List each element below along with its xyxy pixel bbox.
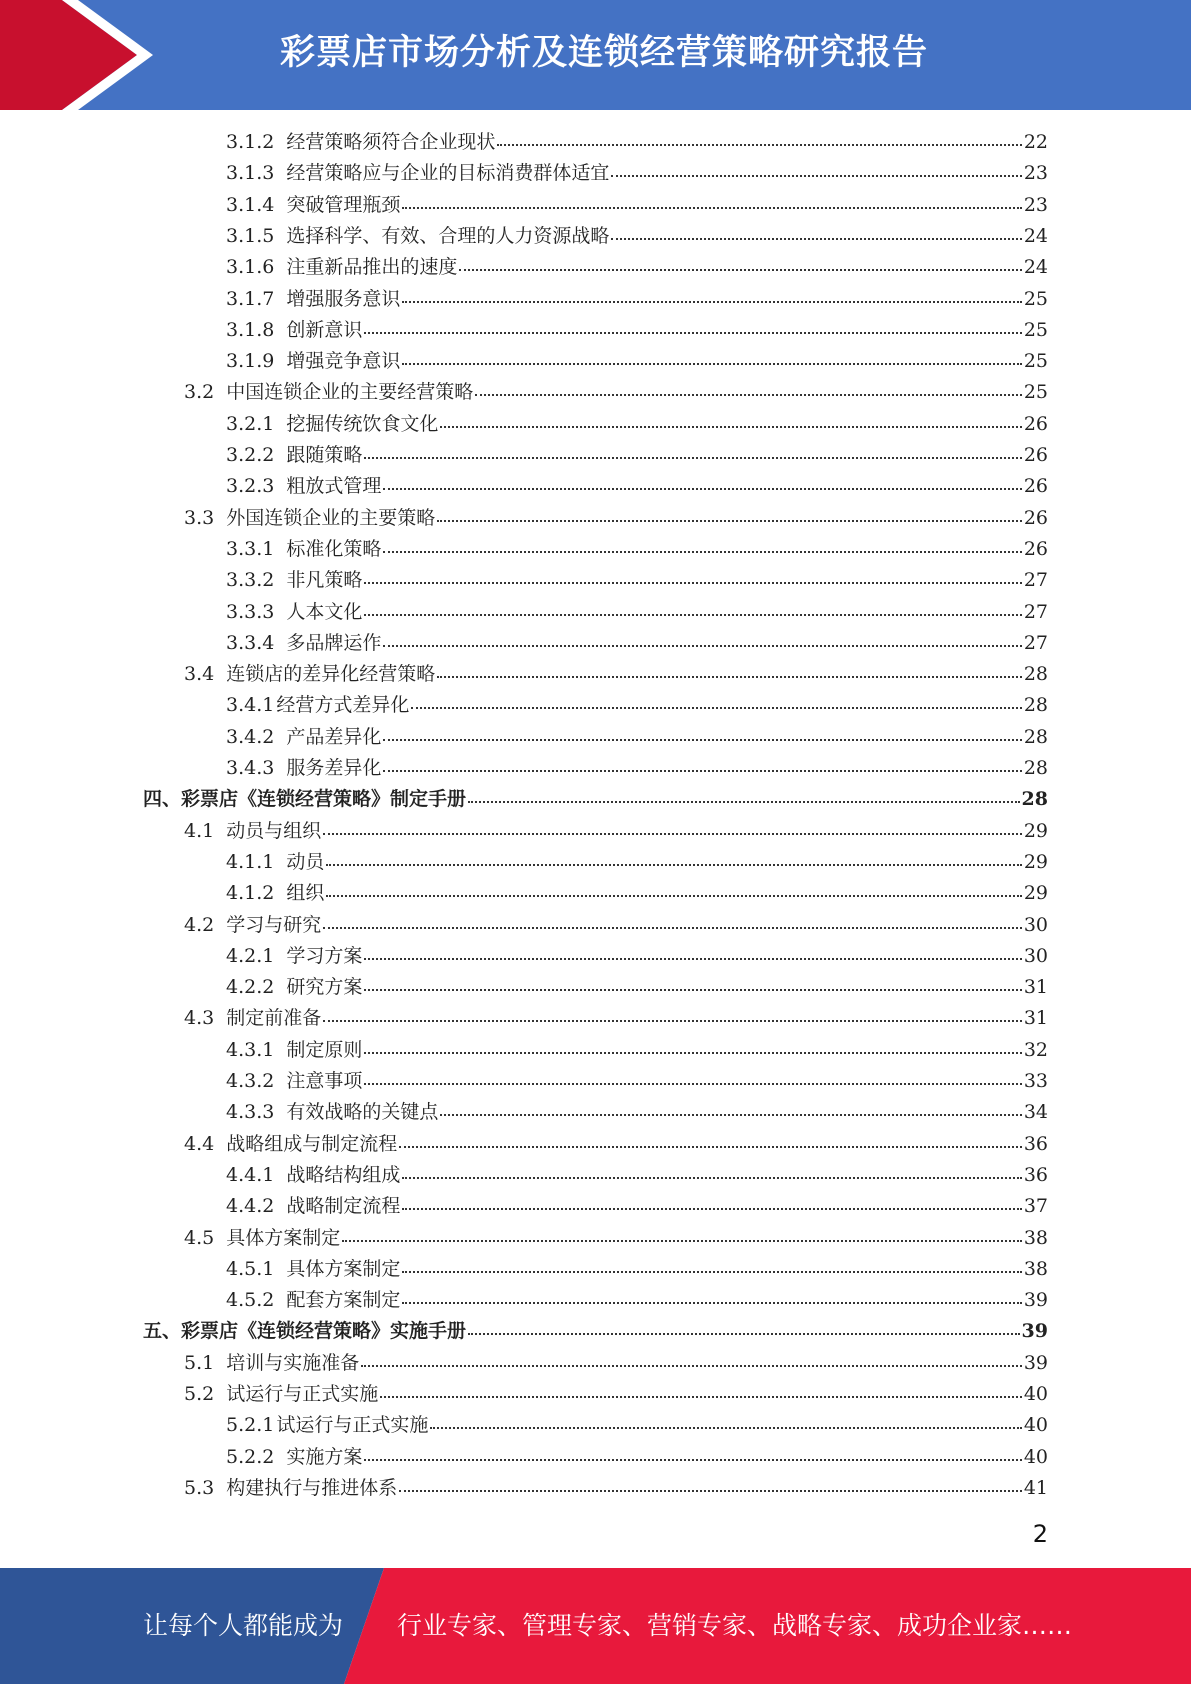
toc-entry-page: 38 bbox=[1023, 1226, 1048, 1249]
toc-entry[interactable] bbox=[226, 284, 1048, 315]
toc-entry[interactable] bbox=[226, 1066, 1048, 1097]
toc-entry-number: 5.2.1 bbox=[226, 1414, 275, 1437]
toc-entry-title: 中国连锁企业的主要经营策略 bbox=[226, 381, 474, 404]
toc-entry[interactable] bbox=[226, 878, 1048, 909]
toc-dot-leader bbox=[402, 1190, 1021, 1210]
toc-dot-leader bbox=[402, 189, 1021, 209]
toc-entry-title: 试运行与正式实施 bbox=[276, 1414, 429, 1437]
toc-entry-page: 32 bbox=[1023, 1038, 1048, 1061]
toc-entry-page: 25 bbox=[1023, 381, 1048, 404]
toc-dot-leader bbox=[402, 345, 1021, 365]
toc-entry-number: 4.4.2 bbox=[226, 1195, 275, 1218]
toc-entry[interactable] bbox=[184, 1129, 1048, 1160]
toc-entry-number: 3.2.1 bbox=[226, 412, 275, 435]
toc-entry-page: 30 bbox=[1023, 944, 1048, 967]
toc-dot-leader bbox=[383, 721, 1021, 741]
toc-dot-leader bbox=[380, 1378, 1022, 1398]
toc-entry-title: 构建执行与推进体系 bbox=[226, 1476, 398, 1499]
toc-dot-leader bbox=[342, 1222, 1022, 1242]
toc-dot-leader bbox=[402, 1284, 1021, 1304]
toc-dot-leader bbox=[364, 1065, 1021, 1085]
toc-entry[interactable] bbox=[226, 972, 1048, 1003]
toc-entry[interactable] bbox=[226, 252, 1048, 283]
toc-dot-leader bbox=[364, 439, 1021, 459]
toc-entry-title: 经营方式差异化 bbox=[276, 694, 410, 717]
toc-entry-number: 5.2.2 bbox=[226, 1445, 275, 1468]
toc-entry[interactable] bbox=[226, 534, 1048, 565]
toc-dot-leader bbox=[411, 689, 1021, 709]
toc-entry-title: 非凡策略 bbox=[286, 569, 363, 592]
toc-entry-page: 41 bbox=[1023, 1476, 1048, 1499]
toc-entry-number: 4.3.1 bbox=[226, 1038, 275, 1061]
toc-dot-leader bbox=[402, 283, 1021, 303]
toc-dot-leader bbox=[468, 783, 1020, 803]
toc-entry-number: 4.2.2 bbox=[226, 976, 275, 999]
toc-entry-page: 29 bbox=[1023, 882, 1048, 905]
toc-dot-leader bbox=[402, 1159, 1021, 1179]
header-chevron-icon bbox=[0, 0, 160, 110]
report-title: 彩票店市场分析及连锁经营策略研究报告 bbox=[280, 33, 929, 73]
toc-dot-leader bbox=[364, 1441, 1021, 1461]
toc-entry-number: 5.2 bbox=[184, 1383, 215, 1405]
toc-entry-number: 3.1.4 bbox=[226, 193, 275, 216]
toc-entry[interactable] bbox=[184, 659, 1048, 690]
toc-dot-leader bbox=[440, 1096, 1021, 1116]
toc-entry[interactable] bbox=[226, 753, 1048, 784]
toc-entry-title: 经营策略须符合企业现状 bbox=[286, 131, 496, 153]
toc-entry-page: 28 bbox=[1023, 725, 1048, 748]
toc-entry-page: 29 bbox=[1023, 850, 1048, 873]
toc-dot-leader bbox=[364, 314, 1021, 334]
toc-entry-page: 33 bbox=[1023, 1070, 1048, 1092]
toc-entry-title: 注意事项 bbox=[286, 1070, 363, 1092]
toc-entry-title: 具体方案制定 bbox=[286, 1257, 401, 1280]
toc-entry[interactable] bbox=[184, 1223, 1048, 1254]
toc-entry[interactable] bbox=[226, 847, 1048, 878]
toc-entry-title: 动员 bbox=[286, 850, 325, 873]
toc-entry-page: 36 bbox=[1023, 1132, 1048, 1155]
toc-entry-title: 五、彩票店《连锁经营策略》实施手册 bbox=[143, 1320, 467, 1343]
toc-entry-title: 培训与实施准备 bbox=[226, 1351, 360, 1374]
toc-dot-leader bbox=[361, 1347, 1022, 1367]
toc-entry-number: 3.1.5 bbox=[226, 224, 275, 247]
toc-entry[interactable] bbox=[226, 1442, 1048, 1473]
toc-entry-number: 3.1.8 bbox=[226, 318, 275, 341]
toc-entry-number: 3.3.2 bbox=[226, 569, 275, 592]
toc-entry-number: 3.4.1 bbox=[226, 694, 275, 717]
toc-entry[interactable] bbox=[226, 127, 1048, 158]
toc-entry-number: 3.3.3 bbox=[226, 600, 275, 623]
toc-entry-page: 27 bbox=[1023, 600, 1048, 623]
toc-entry-title: 战略结构组成 bbox=[286, 1163, 401, 1186]
toc-entry-title: 突破管理瓶颈 bbox=[286, 193, 401, 216]
toc-entry[interactable] bbox=[226, 941, 1048, 972]
toc-entry-page: 24 bbox=[1023, 224, 1048, 247]
toc-entry-number: 3.3 bbox=[184, 506, 215, 529]
toc-entry-title: 注重新品推出的速度 bbox=[286, 256, 458, 279]
toc-entry[interactable] bbox=[184, 377, 1048, 408]
toc-entry[interactable] bbox=[226, 315, 1048, 346]
toc-dot-leader bbox=[383, 627, 1021, 647]
toc-entry[interactable] bbox=[226, 346, 1048, 377]
toc-entry-number: 3.1.3 bbox=[226, 162, 275, 185]
toc-entry-title: 四、彩票店《连锁经营策略》制定手册 bbox=[143, 788, 467, 811]
toc-entry-page: 39 bbox=[1023, 1351, 1048, 1374]
toc-entry-page: 22 bbox=[1023, 131, 1048, 153]
toc-entry-page: 26 bbox=[1023, 475, 1048, 498]
toc-entry-title: 粗放式管理 bbox=[286, 475, 382, 498]
toc-entry-page: 30 bbox=[1023, 913, 1048, 936]
toc-dot-leader bbox=[437, 502, 1022, 522]
toc-entry-number: 3.4.3 bbox=[226, 757, 275, 779]
toc-dot-leader bbox=[383, 533, 1021, 553]
toc-entry-title: 外国连锁企业的主要策略 bbox=[226, 506, 436, 529]
toc-entry-title: 制定前准备 bbox=[226, 1007, 322, 1030]
toc-entry-title: 配套方案制定 bbox=[286, 1289, 401, 1312]
toc-entry-page: 28 bbox=[1023, 757, 1048, 779]
toc-entry-title: 学习方案 bbox=[286, 944, 363, 967]
toc-entry-title: 增强服务意识 bbox=[286, 287, 401, 310]
toc-dot-leader bbox=[383, 470, 1021, 490]
toc-entry-page: 23 bbox=[1023, 193, 1048, 216]
toc-entry-number: 4.3.2 bbox=[226, 1070, 275, 1092]
toc-entry-page: 26 bbox=[1023, 506, 1048, 529]
toc-entry[interactable] bbox=[226, 722, 1048, 753]
toc-entry-title: 跟随策略 bbox=[286, 444, 363, 466]
toc-entry-title: 动员与组织 bbox=[226, 819, 322, 842]
toc-entry[interactable] bbox=[184, 1473, 1048, 1504]
toc-entry-number: 3.1.7 bbox=[226, 287, 275, 310]
toc-entry[interactable] bbox=[226, 158, 1048, 189]
toc-entry-number: 3.3.4 bbox=[226, 631, 275, 654]
toc-entry-number: 3.1.6 bbox=[226, 256, 275, 279]
toc-dot-leader bbox=[364, 1034, 1021, 1054]
toc-dot-leader bbox=[323, 815, 1022, 835]
toc-entry-title: 有效战略的关键点 bbox=[286, 1101, 439, 1124]
toc-entry-page: 27 bbox=[1023, 569, 1048, 592]
toc-entry-number: 4.3 bbox=[184, 1007, 215, 1030]
toc-entry-title: 制定原则 bbox=[286, 1038, 363, 1061]
toc-dot-leader bbox=[497, 126, 1021, 146]
toc-entry[interactable] bbox=[143, 784, 1048, 815]
toc-entry[interactable] bbox=[226, 690, 1048, 721]
toc-entry-number: 3.2.3 bbox=[226, 475, 275, 498]
toc-entry-title: 学习与研究 bbox=[226, 913, 322, 936]
toc-entry-title: 产品差异化 bbox=[286, 725, 382, 748]
toc-dot-leader bbox=[364, 564, 1021, 584]
toc-entry[interactable] bbox=[184, 816, 1048, 847]
toc-entry-number: 3.1.2 bbox=[226, 131, 275, 153]
toc-entry-title: 标准化策略 bbox=[286, 537, 382, 560]
toc-entry-number: 4.4.1 bbox=[226, 1163, 275, 1186]
toc-entry[interactable] bbox=[226, 221, 1048, 252]
toc-entry-number: 4.2.1 bbox=[226, 944, 275, 967]
toc-entry-page: 37 bbox=[1023, 1195, 1048, 1218]
toc-entry-page: 29 bbox=[1023, 819, 1048, 842]
toc-entry-title: 战略组成与制定流程 bbox=[226, 1132, 398, 1155]
toc-entry[interactable] bbox=[226, 628, 1048, 659]
toc-entry[interactable] bbox=[226, 1035, 1048, 1066]
toc-entry-title: 人本文化 bbox=[286, 600, 363, 623]
toc-entry[interactable] bbox=[226, 1160, 1048, 1191]
toc-entry-page: 26 bbox=[1023, 444, 1048, 466]
toc-entry[interactable] bbox=[226, 1254, 1048, 1285]
toc-entry-title: 具体方案制定 bbox=[226, 1226, 341, 1249]
toc-entry-page: 31 bbox=[1023, 1007, 1048, 1030]
toc-dot-leader bbox=[468, 1315, 1020, 1335]
toc-entry-title: 挖掘传统饮食文化 bbox=[286, 412, 439, 435]
toc-entry[interactable] bbox=[226, 1410, 1048, 1441]
toc-entry[interactable] bbox=[226, 440, 1048, 471]
toc-dot-leader bbox=[459, 251, 1021, 271]
toc-entry-title: 创新意识 bbox=[286, 318, 363, 341]
toc-entry-title: 组织 bbox=[286, 882, 325, 905]
toc-dot-leader bbox=[430, 1409, 1021, 1429]
toc-dot-leader bbox=[399, 1472, 1022, 1492]
toc-entry-number: 3.4 bbox=[184, 663, 215, 686]
toc-entry[interactable] bbox=[226, 471, 1048, 502]
toc-entry[interactable] bbox=[184, 1003, 1048, 1034]
toc-entry-page: 26 bbox=[1023, 537, 1048, 560]
toc-entry-title: 多品牌运作 bbox=[286, 631, 382, 654]
toc-entry-number: 3.1.9 bbox=[226, 350, 275, 373]
toc-entry[interactable] bbox=[226, 409, 1048, 440]
toc-entry-number: 3.3.1 bbox=[226, 537, 275, 560]
toc-entry-number: 4.1 bbox=[184, 819, 215, 842]
toc-dot-leader bbox=[323, 1002, 1022, 1022]
toc-entry-page: 31 bbox=[1023, 976, 1048, 999]
toc-entry[interactable] bbox=[184, 503, 1048, 534]
toc-entry[interactable] bbox=[226, 1097, 1048, 1128]
toc-entry-page: 25 bbox=[1023, 287, 1048, 310]
toc-dot-leader bbox=[364, 940, 1021, 960]
header-bar bbox=[0, 0, 1191, 110]
toc-entry-number: 3.4.2 bbox=[226, 725, 275, 748]
toc-entry-page: 28 bbox=[1023, 694, 1048, 717]
toc-dot-leader bbox=[611, 157, 1021, 177]
toc-dot-leader bbox=[364, 596, 1021, 616]
toc-entry-page: 25 bbox=[1023, 350, 1048, 373]
toc-dot-leader bbox=[437, 658, 1022, 678]
toc-entry-title: 研究方案 bbox=[286, 976, 363, 999]
toc-entry-number: 4.1.1 bbox=[226, 850, 275, 873]
toc-entry-number: 5.1 bbox=[184, 1351, 215, 1374]
toc-entry-page: 38 bbox=[1023, 1257, 1048, 1280]
toc-entry[interactable] bbox=[143, 1316, 1048, 1347]
toc-entry[interactable] bbox=[184, 910, 1048, 941]
toc-entry-number: 4.5.2 bbox=[226, 1289, 275, 1312]
toc-entry-number: 3.2 bbox=[184, 381, 215, 404]
toc-dot-leader bbox=[326, 877, 1021, 897]
footer-banner bbox=[0, 1568, 1191, 1684]
toc-entry-page: 27 bbox=[1023, 631, 1048, 654]
toc-entry[interactable] bbox=[226, 1285, 1048, 1316]
toc-entry-page: 40 bbox=[1023, 1414, 1048, 1437]
toc-entry-title: 经营策略应与企业的目标消费群体适宜 bbox=[286, 162, 610, 185]
toc-entry-page: 25 bbox=[1023, 318, 1048, 341]
toc-entry-number: 4.4 bbox=[184, 1132, 215, 1155]
toc-entry-title: 服务差异化 bbox=[286, 757, 382, 779]
toc-entry-number: 4.5 bbox=[184, 1226, 215, 1249]
toc-entry-page: 39 bbox=[1023, 1289, 1048, 1312]
toc-entry-number: 4.3.3 bbox=[226, 1101, 275, 1124]
toc-entry-number: 3.2.2 bbox=[226, 444, 275, 466]
toc-entry-title: 试运行与正式实施 bbox=[226, 1383, 379, 1405]
toc-entry-page: 36 bbox=[1023, 1163, 1048, 1186]
footer-slogan-right: 行业专家、管理专家、营销专家、战略专家、成功企业家…… bbox=[397, 1611, 1073, 1640]
toc-entry[interactable] bbox=[226, 1191, 1048, 1222]
page-number: 2 bbox=[1032, 1520, 1048, 1548]
toc-entry[interactable] bbox=[226, 190, 1048, 221]
toc-entry-page: 28 bbox=[1021, 788, 1048, 811]
toc-entry[interactable] bbox=[184, 1348, 1048, 1379]
toc-entry-number: 5.3 bbox=[184, 1476, 215, 1499]
toc-dot-leader bbox=[364, 971, 1021, 991]
toc-entry-title: 战略制定流程 bbox=[286, 1195, 401, 1218]
toc-entry-number: 4.5.1 bbox=[226, 1257, 275, 1280]
toc-entry[interactable] bbox=[184, 1379, 1048, 1410]
toc-dot-leader bbox=[383, 752, 1021, 772]
toc-dot-leader bbox=[475, 376, 1022, 396]
toc-entry-title: 选择科学、有效、合理的人力资源战略 bbox=[286, 224, 610, 247]
toc-dot-leader bbox=[399, 1128, 1022, 1148]
toc-dot-leader bbox=[611, 220, 1021, 240]
toc-entry-page: 23 bbox=[1023, 162, 1048, 185]
toc-entry[interactable] bbox=[226, 565, 1048, 596]
toc-dot-leader bbox=[402, 1253, 1021, 1273]
toc-entry-number: 4.2 bbox=[184, 913, 215, 936]
toc-entry-page: 40 bbox=[1023, 1383, 1048, 1405]
toc-entry-page: 34 bbox=[1023, 1101, 1048, 1124]
toc-entry-page: 24 bbox=[1023, 256, 1048, 279]
toc-entry-page: 39 bbox=[1021, 1320, 1048, 1343]
toc-entry-page: 40 bbox=[1023, 1445, 1048, 1468]
toc-dot-leader bbox=[326, 846, 1021, 866]
toc-dot-leader bbox=[440, 408, 1021, 428]
toc-entry-title: 实施方案 bbox=[286, 1445, 363, 1468]
toc-entry-title: 连锁店的差异化经营策略 bbox=[226, 663, 436, 686]
toc-entry-number: 4.1.2 bbox=[226, 882, 275, 905]
toc-entry-page: 26 bbox=[1023, 412, 1048, 435]
toc-entry-page: 28 bbox=[1023, 663, 1048, 686]
toc-dot-leader bbox=[323, 909, 1022, 929]
footer-slogan-left: 让每个人都能成为 bbox=[143, 1611, 344, 1640]
toc-entry-title: 增强竞争意识 bbox=[286, 350, 401, 373]
toc-entry[interactable] bbox=[226, 597, 1048, 628]
